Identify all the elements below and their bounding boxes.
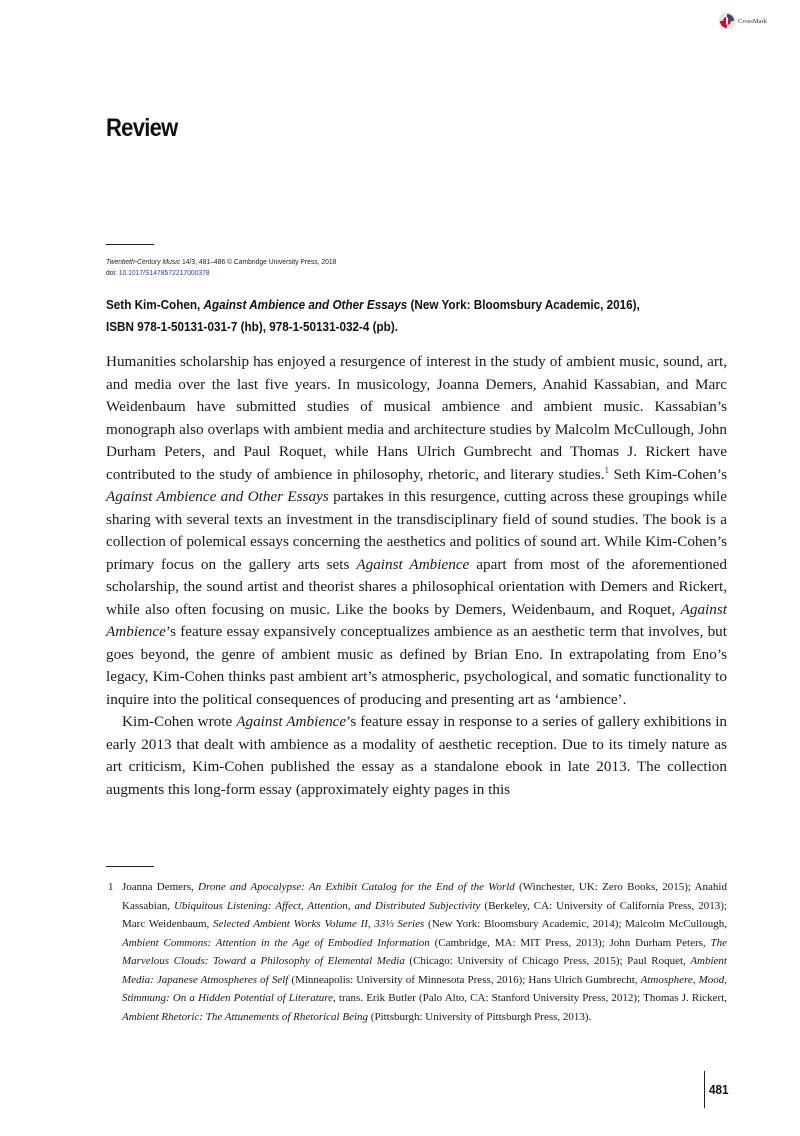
- review-body: [106, 351, 727, 801]
- journal-name: Twentieth-Century Music: [106, 257, 181, 266]
- text-run: , trans. Erik Butler (Palo Alto, CA: Stanford University Press, 2012); Thomas J. Rickert,: [333, 992, 728, 1004]
- doi-line: [106, 267, 336, 278]
- text-run: Joanna Demers,: [122, 881, 198, 893]
- text-run: ’s feature essay expansively conceptualizes ambience as an aesthetic term that involves, but goes beyond, the genre of ambient music as defined by Brian Eno. In extrapolating from Eno’s legacy, Kim-Cohen thinks past ambient art’s atmospheric, psychological, and somatic functionality to inquire into the political consequences of producing and presenting art as ‘ambience’.: [106, 623, 727, 708]
- italic-title: Ambient Media: Japanese Atmospheres of Self: [122, 955, 727, 986]
- text-run: (Cambridge, MA: MIT Press, 2013); John Durham Peters,: [429, 936, 711, 949]
- text-run: (Minneapolis: University of Minnesota Press, 2016); Hans Ulrich Gumbrecht,: [288, 973, 641, 986]
- page-number-rule: [704, 1071, 705, 1108]
- section-title: Review: [106, 114, 178, 142]
- italic-title: The Marvelous Clouds: Toward a Philosophy of Elemental Media: [122, 936, 727, 967]
- italic-title: Against Ambience: [106, 600, 727, 640]
- footnote-rule: [106, 866, 154, 867]
- journal-issue: 14/3, 481–486 © Cambridge University Press, 2018: [180, 257, 337, 266]
- text-run: apart from most of the aforementioned scholarship, the sound artist and theorist shares a philosophical orientation with Demers and Rickert, while also often focusing on music. Like the books by Demers, Weidenbaum, and Roquet,: [106, 555, 728, 618]
- text-run: (Chicago: University of Chicago Press, 2015); Paul Roquet,: [404, 955, 691, 967]
- doi-prefix: doi:: [106, 268, 119, 277]
- italic-title: Selected Ambient Works Volume II, 33⅓ Series: [213, 918, 425, 930]
- text-run: ’s feature essay in response to a series of gallery exhibitions in early 2013 that dealt with ambience as a modality of aesthetic reception. Due to its timely nature as art criticism, Kim-Cohen published the essay as a standalone ebook in late 2013. The collection augments this long-form essay (approximately eighty pages in this: [106, 713, 728, 798]
- crossmark-label: CrossMark: [738, 17, 767, 25]
- paragraph-1: [106, 351, 727, 711]
- page-number: 481: [709, 1082, 729, 1097]
- book-reference-line-1: [106, 294, 664, 316]
- journal-line: [106, 256, 336, 267]
- italic-title: Atmosphere, Mood, Stimmung: On a Hidden Potential of Literature: [122, 973, 727, 1004]
- text-run: (Berkeley, CA: University of California Press, 2013); Marc Weidenbaum,: [122, 899, 727, 930]
- italic-title: Ambient Rhetoric: The Attunements of Rhetorical Being: [122, 1010, 369, 1023]
- book-reference: [106, 294, 726, 338]
- journal-citation: [106, 256, 336, 278]
- text-run: Kim-Cohen wrote: [122, 713, 237, 730]
- text-run: (Pittsburgh: University of Pittsburgh Press, 2013).: [368, 1010, 592, 1023]
- crossmark-badge[interactable]: [718, 12, 767, 30]
- text-run: (New York: Bloomsbury Academic, 2014); Malcolm McCullough,: [424, 918, 727, 930]
- book-author: Seth Kim-Cohen,: [106, 297, 204, 312]
- text-run: (Winchester, UK: Zero Books, 2015); Anahid Kassabian,: [122, 881, 727, 912]
- italic-title: Against Ambience: [236, 713, 347, 730]
- footnote-text: [122, 878, 727, 1026]
- book-title: Against Ambience and Other Essays: [203, 297, 408, 312]
- header-rule: [106, 244, 154, 245]
- footnote-1: [106, 878, 727, 1026]
- italic-title: Drone and Apocalypse: An Exhibit Catalog for the End of the World: [198, 881, 515, 893]
- italic-title: Against Ambience and Other Essays: [106, 488, 329, 505]
- text-run: Seth Kim-Cohen’s: [609, 465, 727, 483]
- book-isbn: ISBN 978-1-50131-031-7 (hb), 978-1-50131-032-4 (pb).: [106, 319, 398, 334]
- crossmark-icon: [718, 12, 736, 30]
- italic-title: Against Ambience: [356, 555, 470, 573]
- footnote-ref-1[interactable]: 1: [604, 464, 609, 475]
- italic-title: Ubiquitous Listening: Affect, Attention, and Distributed Subjectivity: [173, 899, 481, 912]
- book-publisher: (New York: Bloomsbury Academic, 2016),: [407, 297, 640, 312]
- doi-link[interactable]: 10.1017/S1478572217000378: [118, 268, 210, 277]
- text-run: partakes in this resurgence, cutting across these groupings while sharing with several texts an investment in the transdisciplinary field of sound studies. The book is a collection of polemical essays concerning the aesthetics and politics of sound art. While Kim-Cohen’s primary focus on the gallery arts sets: [106, 488, 727, 573]
- footnote-number: 1: [108, 881, 114, 893]
- italic-title: Ambient Commons: Attention in the Age of Embodied Information: [122, 936, 430, 949]
- paragraph-2: [106, 711, 727, 801]
- text-run: Humanities scholarship has enjoyed a resurgence of interest in the study of ambient music, sound, art, and media over the last five years. In musicology, Joanna Demers, Anahid Kassabian, and Marc Weidenbaum have submitted studies of musical ambience and ambient music. Kassabian’s monograph also overlaps with ambient media and architecture studies by Malcolm McCullough, John Durham Peters, and Paul Roquet, while Hans Ulrich Gumbrecht and Thomas J. Rickert have contributed to the study of ambience in philosophy, rhetoric, and literary studies.: [106, 353, 727, 483]
